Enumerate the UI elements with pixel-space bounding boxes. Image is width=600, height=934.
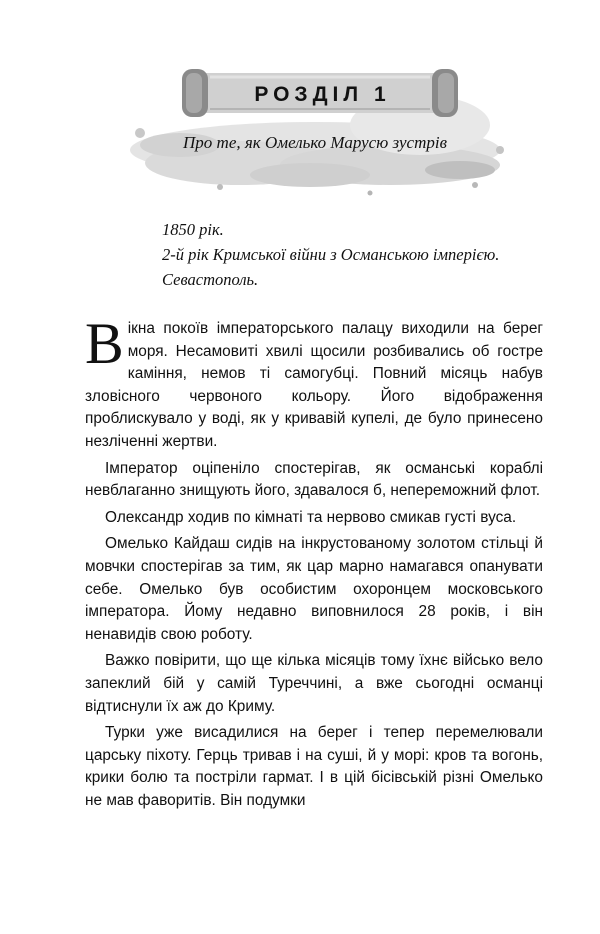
ink-splash-decoration <box>120 55 510 205</box>
paragraph-text: ікна покоїв імператорського палацу виходили на берег моря. Несамовиті хвилі щосили розбивались об гостре каміння, немов ті самогубці. Повний місяць набув зловісного червоного кольору. Його відображення проблискувало у воді, як у кривавій купелі, де було принесено незліченні жертви. <box>85 320 543 450</box>
drop-cap: В <box>85 311 124 376</box>
epigraph-line: 2-й рік Кримської війни з Османською імперією. <box>162 245 500 264</box>
paragraph: Турки уже висадилися на берег і тепер перемелювали царську піхоту. Герць тривав і на суші, й у морі: кров та вогонь, крики болю та постріли гармат. І в цій бісівській різні Омелько не мав фаворитів. Він подумки <box>85 724 543 809</box>
paragraph: Олександр ходив по кімнаті та нервово смикав густі вуса. <box>105 508 517 526</box>
paragraph: Імператор оціпеніло спостерігав, як османські кораблі невблаганно знищують його, здавалося б, непереможний флот. <box>85 459 543 500</box>
epigraph <box>162 217 542 292</box>
paragraph <box>85 311 543 454</box>
paragraph: Омелько Кайдаш сидів на інкрустованому золотом стільці й мовчки спостерігав за тим, як цар марно намагався опанувати себе. Омелько був особистим охоронцем московського імператора. Йому недавно виповнилося 28 років, і він ненавидів свою роботу. <box>85 535 543 643</box>
paragraph: Важко повірити, що ще кілька місяців тому їхнє військо вело запеклий бій у самій Туреччині, а вже сьогодні османці відтиснули їх аж до Криму. <box>85 652 543 715</box>
chapter-subtitle: Про те, як Омелько Марусю зустрів <box>183 133 447 152</box>
epigraph-line: Севастополь. <box>162 270 259 289</box>
epigraph-line: 1850 рік. <box>162 220 224 239</box>
chapter-title: РОЗДІЛ 1 <box>254 83 391 106</box>
chapter-body <box>85 311 543 816</box>
chapter-header <box>120 55 510 205</box>
